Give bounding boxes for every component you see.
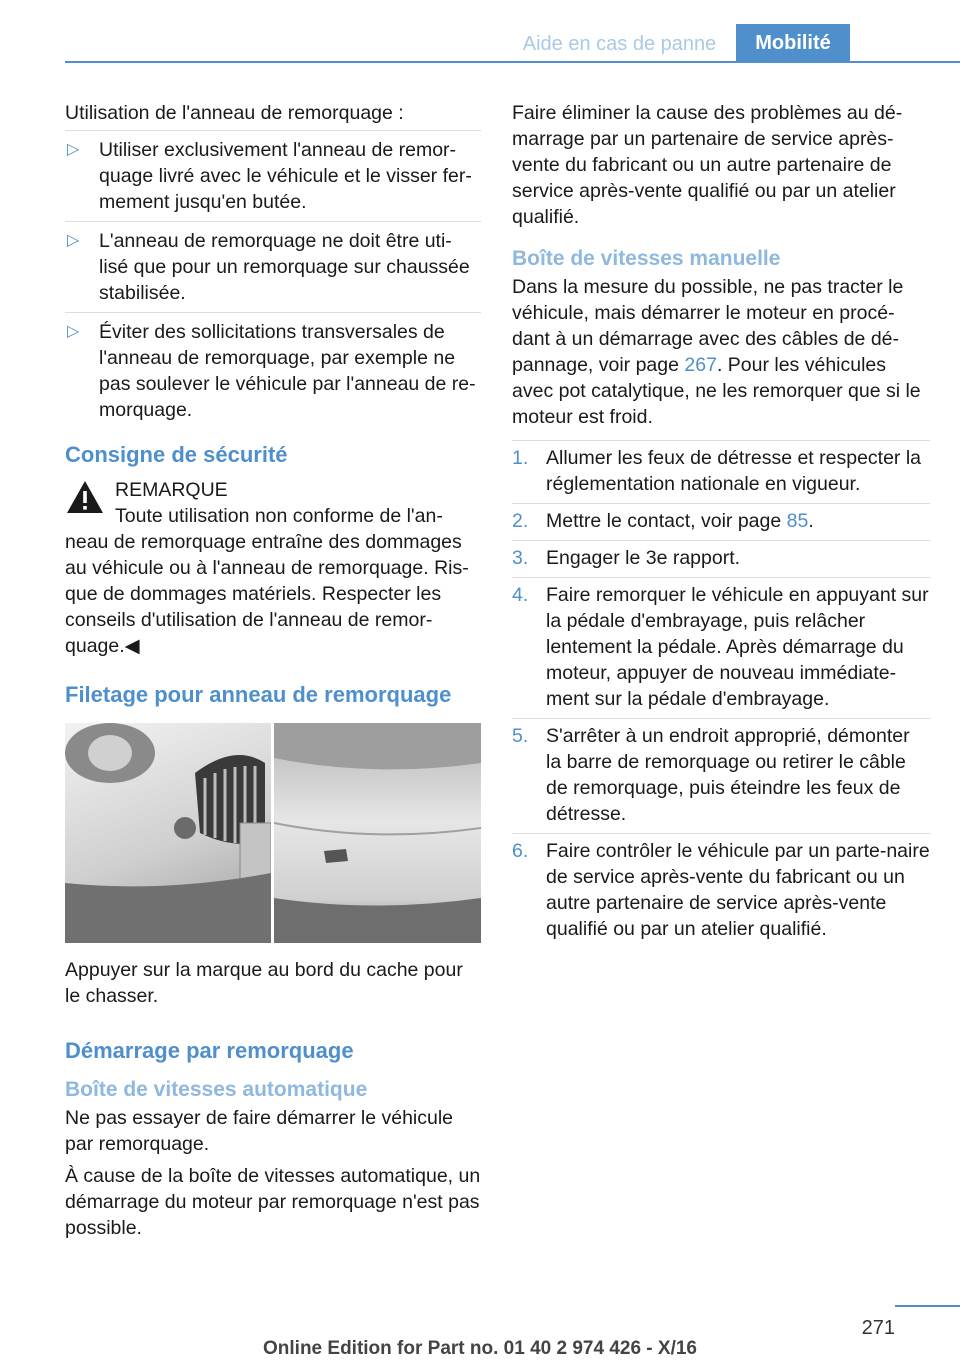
repair-paragraph: Faire éliminer la cause des problèmes au dé-marrage par un partenaire de service après-vente du fabricant ou un autre partenaire de service après-vente qualifié ou par un atelier qualifié. [512, 102, 903, 228]
step-text: S'arrêter à un endroit approprié, démonter la barre de remorquage ou retirer le câble de remorquage, puis éteindre les feux de détresse. [546, 725, 910, 825]
tab-section[interactable]: Aide en cas de panne [522, 33, 717, 55]
step-number: 1. [512, 447, 529, 469]
list-item [512, 503, 930, 534]
list-item [65, 312, 481, 423]
step-text-before: Mettre le contact, voir page [546, 510, 787, 532]
left-column [65, 100, 481, 1247]
list-item-text: Utiliser exclusivement l'anneau de remor-quage livré avec le véhicule et le visser fer-mement jusqu'en butée. [99, 139, 472, 213]
step-text: Faire contrôler le véhicule par un parte-naire de service après-vente du fabricant ou un autre partenaire de service après-vente qualifié ou par un atelier qualifié. [546, 840, 930, 940]
page-header [0, 0, 960, 62]
list-item [512, 577, 930, 712]
auto-paragraph-2: À cause de la boîte de vitesses automatique, un démarrage du moteur par remorquage n'est pas possible. [65, 1165, 481, 1239]
page-link-85[interactable]: 85 [786, 510, 809, 532]
notice-text: neau de remorquage entraîne des dommages au véhicule ou à l'anneau de remorquage. Ris-que de dommages matériels. Respecter les conseils d'utilisation de l'anneau de remor-quage.◀ [65, 531, 469, 657]
page-number: 271 [861, 1317, 895, 1339]
bullet-list [65, 130, 481, 423]
notice-label: REMARQUE [115, 479, 228, 501]
list-item [512, 540, 930, 571]
list-item [65, 221, 481, 306]
image-caption: Appuyer sur la marque au bord du cache pour le chasser. [65, 959, 463, 1007]
tow-eye-photo [65, 723, 481, 943]
intro-text: Utilisation de l'anneau de remorquage : [65, 102, 404, 124]
step-text: Faire remorquer le véhicule en appuyant sur la pédale d'embrayage, puis relâcher lentement la pédale. Après démarrage du moteur, appuyer de nouveau immédiate-ment sur la pédale d'embrayage. [546, 584, 929, 710]
list-item [512, 718, 930, 827]
list-item [512, 440, 930, 497]
auto-gearbox-heading: Boîte de vitesses automatique [65, 1078, 368, 1101]
list-item [65, 130, 481, 215]
manual-paragraph [512, 274, 930, 430]
step-text: Engager le 3e rapport. [546, 547, 741, 569]
step-number: 4. [512, 584, 529, 606]
step-number: 5. [512, 725, 529, 747]
triangle-right-icon: ▷ [67, 232, 80, 249]
edition-footer: Online Edition for Part no. 01 40 2 974 426 - X/16 [263, 1338, 697, 1359]
thread-heading: Filetage pour anneau de remorquage [65, 682, 452, 707]
list-item-text: Éviter des sollicitations transversales de l'anneau de remorquage, par exemple ne pas soulever le véhicule par l'anneau de re-morquage. [99, 321, 476, 421]
warning-triangle-icon [65, 479, 105, 515]
photo-front-bumper [65, 723, 271, 943]
manual-text-before: Dans la mesure du possible, ne pas tracter le véhicule, mais démarrer le moteur en procé-dant à un démarrage avec des câbles de dé-pannage, voir page [512, 276, 904, 376]
photo-cover-detail [274, 723, 481, 943]
step-number: 2. [512, 510, 529, 532]
triangle-right-icon: ▷ [67, 323, 80, 340]
list-item-text: L'anneau de remorquage ne doit être uti-lisé que pour un remorquage sur chaussée stabilisée. [99, 230, 470, 304]
footer-rule [895, 1305, 960, 1307]
list-item [512, 833, 930, 942]
page-link-267[interactable]: 267 [684, 354, 717, 376]
manual-gearbox-heading: Boîte de vitesses manuelle [512, 247, 781, 270]
notice-box [65, 477, 481, 659]
right-column [512, 100, 930, 948]
manual-text-after: . Pour les véhicules avec pot catalytique, ne les remorquer que si le moteur est froid. [512, 354, 921, 428]
triangle-right-icon: ▷ [67, 141, 80, 158]
safety-heading: Consigne de sécurité [65, 442, 288, 467]
step-number: 3. [512, 547, 529, 569]
auto-paragraph-1: Ne pas essayer de faire démarrer le véhicule par remorquage. [65, 1107, 454, 1155]
step-text-after: . [808, 510, 814, 532]
tow-start-heading: Démarrage par remorquage [65, 1038, 354, 1063]
step-number: 6. [512, 840, 529, 862]
header-rule [65, 61, 960, 63]
steps-list [512, 440, 930, 942]
step-text: Allumer les feux de détresse et respecter la réglementation nationale en vigueur. [546, 447, 922, 495]
tab-chapter[interactable]: Mobilité [736, 24, 850, 62]
notice-first-line: Toute utilisation non conforme de l'an- [115, 505, 443, 527]
